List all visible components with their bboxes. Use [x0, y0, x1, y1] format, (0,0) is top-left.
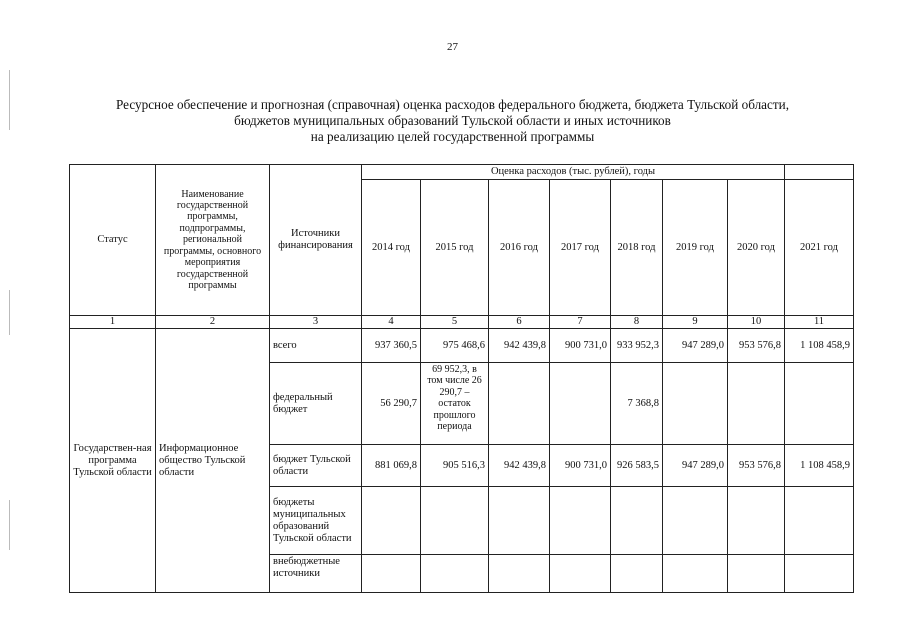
value-cell [611, 555, 663, 593]
column-number: 5 [421, 316, 489, 329]
header-name: Наименование государственной программы, подпрограммы, региональной программы, основного мероприятия государственной программы [156, 165, 270, 316]
value-cell [489, 555, 550, 593]
header-empty-cell [785, 165, 854, 180]
value-cell: 942 439,8 [489, 329, 550, 363]
value-cell: 1 108 458,9 [785, 445, 854, 487]
column-number: 6 [489, 316, 550, 329]
value-cell [611, 487, 663, 555]
value-cell [421, 555, 489, 593]
value-cell [728, 555, 785, 593]
value-cell [550, 363, 611, 445]
value-cell [785, 487, 854, 555]
column-number: 9 [663, 316, 728, 329]
header-sources: Источники финансирования [270, 165, 362, 316]
year-header: 2020 год [728, 180, 785, 316]
header-estimate: Оценка расходов (тыс. рублей), годы [362, 165, 785, 180]
value-cell [663, 487, 728, 555]
source-cell: всего [270, 329, 362, 363]
column-number: 11 [785, 316, 854, 329]
source-cell: бюджеты муниципальных образований Тульской области [270, 487, 362, 555]
value-cell: 7 368,8 [611, 363, 663, 445]
source-cell: бюджет Тульской области [270, 445, 362, 487]
program-name-cell: Информационное общество Тульской области [156, 329, 270, 593]
value-cell: 905 516,3 [421, 445, 489, 487]
value-cell: 900 731,0 [550, 329, 611, 363]
year-header: 2019 год [663, 180, 728, 316]
source-cell: федеральный бюджет [270, 363, 362, 445]
value-cell: 947 289,0 [663, 445, 728, 487]
column-number: 1 [70, 316, 156, 329]
year-header: 2017 год [550, 180, 611, 316]
table-row-total [70, 329, 854, 363]
column-number-row [70, 316, 854, 329]
value-cell: 900 731,0 [550, 445, 611, 487]
source-cell: внебюджетные источники [270, 555, 362, 593]
column-number: 2 [156, 316, 270, 329]
value-cell [550, 487, 611, 555]
value-cell [489, 363, 550, 445]
header-status: Статус [70, 165, 156, 316]
value-cell: 926 583,5 [611, 445, 663, 487]
column-number: 7 [550, 316, 611, 329]
value-cell [489, 487, 550, 555]
status-cell: Государствен-ная программа Тульской области [70, 329, 156, 593]
title-line-2: бюджетов муниципальных образований Тульской области и иных источников [234, 113, 671, 128]
scan-edge-mark [9, 500, 10, 550]
value-cell [785, 555, 854, 593]
year-header: 2016 год [489, 180, 550, 316]
value-cell [663, 363, 728, 445]
value-cell: 937 360,5 [362, 329, 421, 363]
column-number: 8 [611, 316, 663, 329]
value-cell [728, 363, 785, 445]
scan-edge-mark [9, 70, 10, 130]
value-cell [421, 487, 489, 555]
value-cell [785, 363, 854, 445]
value-cell [728, 487, 785, 555]
value-cell: 942 439,8 [489, 445, 550, 487]
value-cell [550, 555, 611, 593]
title-line-3: на реализацию целей государственной программы [310, 129, 595, 144]
year-header: 2015 год [421, 180, 489, 316]
value-cell: 947 289,0 [663, 329, 728, 363]
year-header: 2021 год [785, 180, 854, 316]
title-line-1: Ресурсное обеспечение и прогнозная (справочная) оценка расходов федерального бюджета, бюджета Тульской области, [116, 97, 789, 112]
column-number: 3 [270, 316, 362, 329]
page-number: 27 [447, 41, 458, 53]
value-cell [362, 555, 421, 593]
column-number: 4 [362, 316, 421, 329]
year-header: 2018 год [611, 180, 663, 316]
value-cell: 953 576,8 [728, 329, 785, 363]
value-cell [663, 555, 728, 593]
value-cell: 933 952,3 [611, 329, 663, 363]
value-cell: 1 108 458,9 [785, 329, 854, 363]
value-cell: 975 468,6 [421, 329, 489, 363]
scan-edge-mark [9, 290, 10, 335]
value-cell [362, 487, 421, 555]
value-cell: 56 290,7 [362, 363, 421, 445]
expenditure-table [69, 164, 854, 593]
year-header: 2014 год [362, 180, 421, 316]
value-cell: 881 069,8 [362, 445, 421, 487]
column-number: 10 [728, 316, 785, 329]
value-cell: 953 576,8 [728, 445, 785, 487]
header-row-1 [70, 165, 854, 180]
value-cell: 69 952,3, в том числе 26 290,7 – остаток прошлого периода [421, 363, 489, 445]
document-title [40, 97, 865, 145]
